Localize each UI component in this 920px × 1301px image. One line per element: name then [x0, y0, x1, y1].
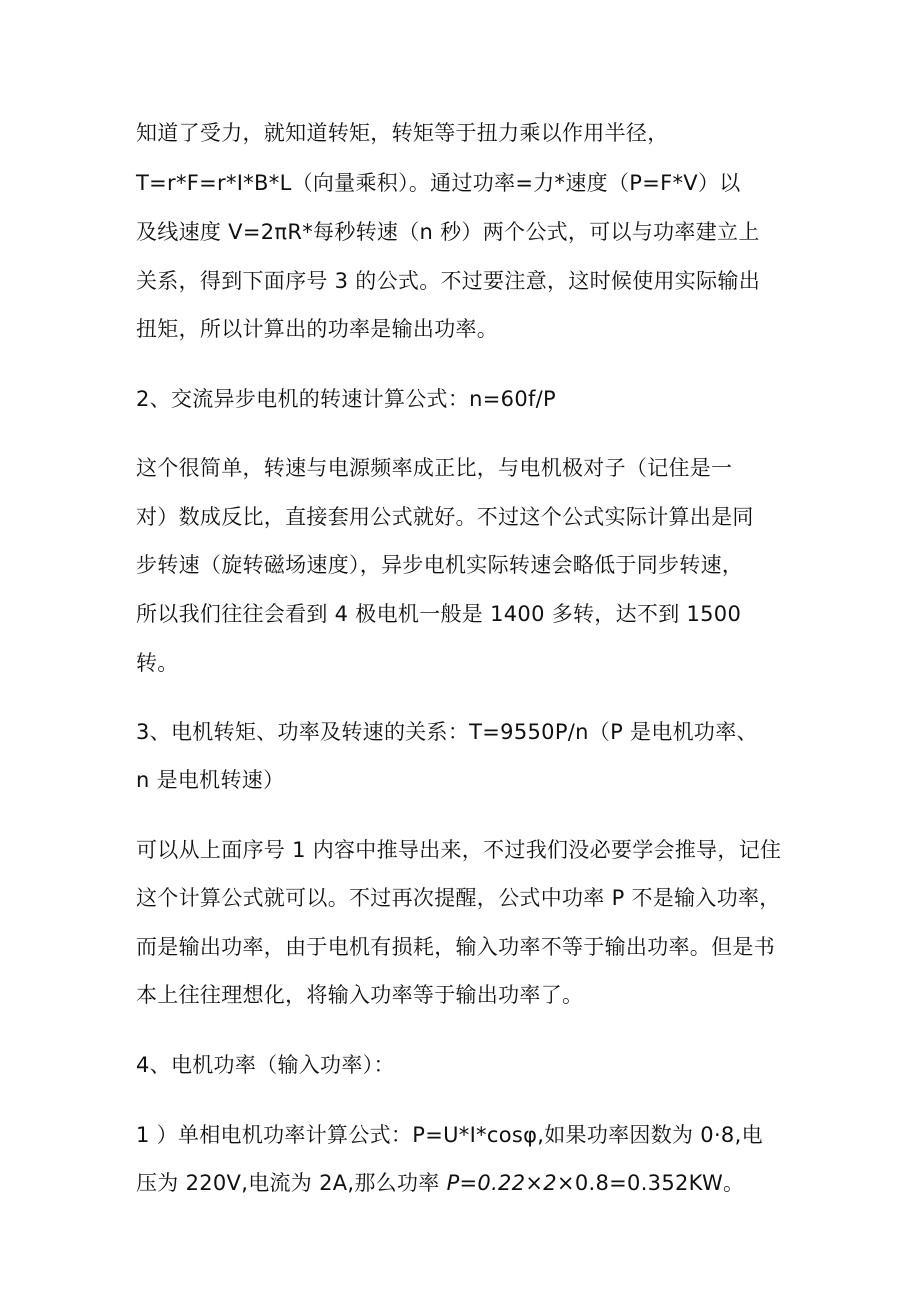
paragraph-5-line-2: 这个计算公式就可以。不过再次提醒，公式中功率 P 不是输入功率， [136, 886, 781, 910]
paragraph-1-line-3: 及线速度 V=2πR*每秒转速（n 秒）两个公式，可以与功率建立上 [136, 220, 760, 244]
power-example-formula: P=0.22×2× [446, 1171, 575, 1195]
paragraph-5-line-1: 可以从上面序号 1 内容中推导出来，不过我们没必要学会推导，记住 [136, 838, 782, 862]
paragraph-1-line-2: T=r*F=r*I*B*L（向量乘积）。通过功率=力*速度（P=F*V）以 [136, 171, 741, 195]
section-2-heading: 2、交流异步电机的转速计算公式：n=60f/P [136, 387, 557, 411]
section-3-heading-line-1: 3、电机转矩、功率及转速的关系：T=9550P/n（P 是电机功率、 [136, 720, 758, 744]
paragraph-3-line-1: 这个很简单，转速与电源频率成正比，与电机极对子（记住是一 [136, 456, 733, 480]
section-4-heading: 4、电机功率（输入功率）： [136, 1053, 395, 1077]
paragraph-5-line-3: 而是输出功率，由于电机有损耗，输入功率不等于输出功率。但是书 [136, 935, 775, 959]
paragraph-3-line-2: 对）数成反比，直接套用公式就好。不过这个公式实际计算出是同 [136, 505, 754, 529]
paragraph-1-line-4: 关系，得到下面序号 3 的公式。不过要注意，这时候使用实际输出 [136, 269, 761, 293]
power-example-result: 0.8=0.352KW。 [574, 1171, 745, 1195]
paragraph-1-line-5: 扭矩，所以计算出的功率是输出功率。 [136, 317, 499, 341]
paragraph-3-line-3: 步转速（旋转磁场速度），异步电机实际转速会略低于同步转速， [136, 553, 744, 577]
paragraph-3-line-5: 转。 [136, 651, 179, 675]
paragraph-3-line-4: 所以我们往往会看到 4 极电机一般是 1400 多转，达不到 1500 [136, 602, 742, 626]
paragraph-1-line-1: 知道了受力，就知道转矩，转矩等于扭力乘以作用半径， [136, 121, 669, 145]
paragraph-7-line-2 [136, 1168, 744, 1198]
paragraph-7-line-1: 1 ）单相电机功率计算公式：P=U*I*cosφ,如果功率因数为 0·8,电 [136, 1123, 763, 1147]
power-example-prefix: 压为 220V,电流为 2A,那么功率 [136, 1171, 447, 1195]
section-3-heading-line-2: n 是电机转速） [136, 768, 285, 792]
paragraph-5-line-4: 本上往往理想化，将输入功率等于输出功率了。 [136, 983, 584, 1007]
